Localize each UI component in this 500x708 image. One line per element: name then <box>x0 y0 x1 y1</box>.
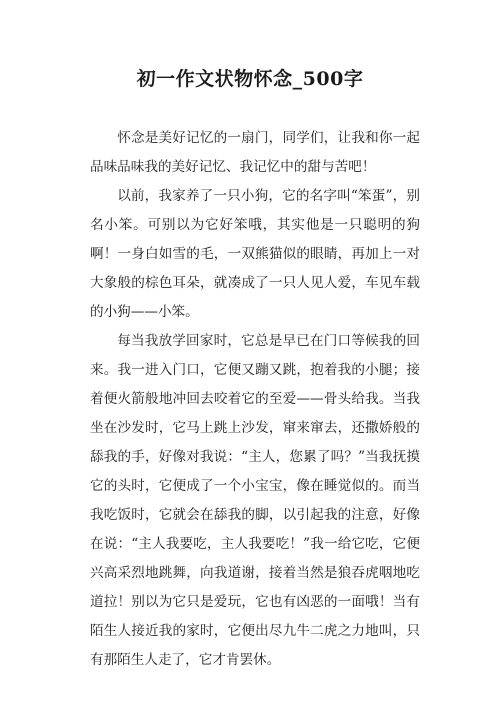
paragraph-3: 每当我放学回家时，它总是早已在门口等候我的回来。我一进入门口，它便又蹦又跳，抱着我的小腿；接着便火箭般地冲回去咬着它的至爱——骨头给我。当我坐在沙发时，它马上跳上沙发，窜来窜去，还撒娇般的舔我的手，好像对我说：“主人，您累了吗？”当我抚摸它的头时，它便成了一个小宝宝，像在睡觉似的。而当我吃饭时，它就会在舔我的脚，以引起我的注意，好像在说：“主人我要吃，主人我要吃！”我一给它吃，它便兴高采烈地跳舞，向我道谢，接着当然是狼吞虎咽地吃道拉！别以为它只是爱玩，它也有凶恶的一面哦！当有陌生人接近我的家时，它便出尽九牛二虎之力地叫，只有那陌生人走了，它才肯罢休。 <box>90 333 420 668</box>
paragraph-1: 怀念是美好记忆的一扇门，同学们，让我和你一起品味品味我的美好记忆、我记忆中的甜与苦吧！ <box>90 130 420 175</box>
document-body <box>90 124 420 675</box>
document-title: 初一作文状物怀念_500字 <box>136 68 364 90</box>
paragraph-2: 以前，我家养了一只小狗，它的名字叫“笨蛋”，别名小笨。可别以为它好笨哦，其实他是一只聪明的狗啊！一身白如雪的毛，一双熊猫似的眼睛，再加上一对大象般的棕色耳朵，就凑成了一只人见人爱，车见车载的小狗——小笨。 <box>90 188 420 320</box>
